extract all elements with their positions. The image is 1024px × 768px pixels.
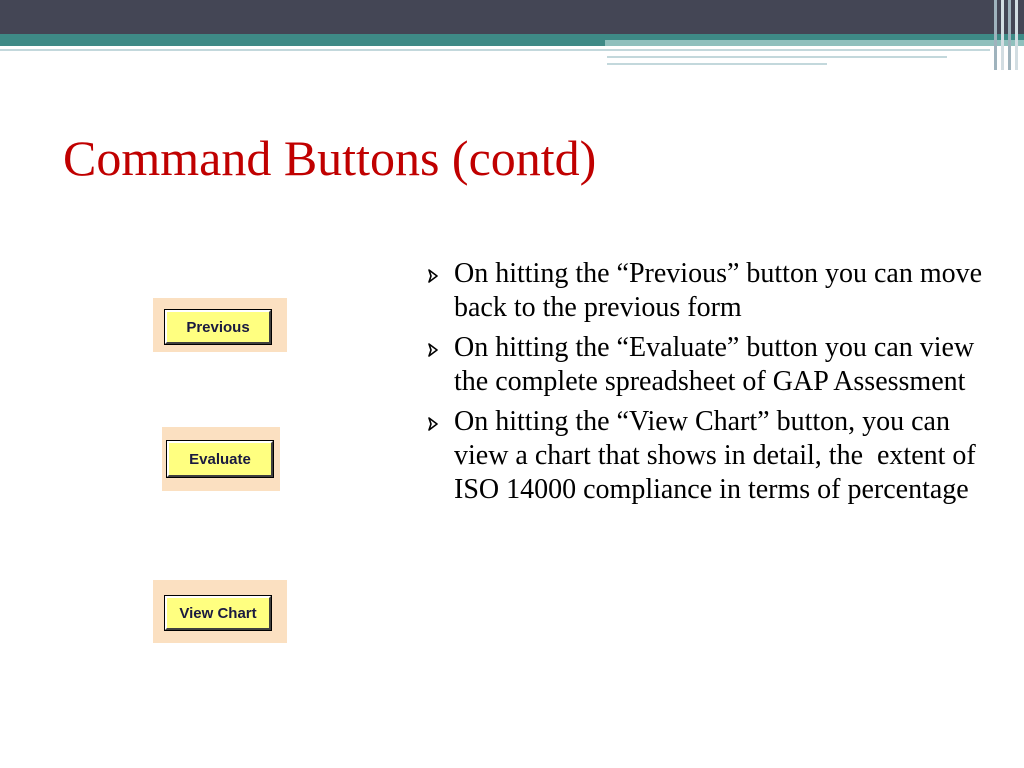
header-bar [1008, 0, 1011, 70]
bullet-text: On hitting the “View Chart” button, you can view a chart that shows in detail, the extent of ISO 14000 compliance in terms of percentage [454, 406, 983, 505]
header-teal-highlight [605, 40, 1024, 46]
slide-title: Command Buttons (contd) [63, 130, 597, 186]
list-item [424, 331, 984, 399]
bullet-list [424, 257, 990, 513]
evaluate-button-frame [162, 427, 280, 491]
header-bar [1001, 0, 1004, 70]
header-bar [994, 0, 997, 70]
header-accent-line [607, 56, 947, 58]
evaluate-button[interactable]: Evaluate [167, 441, 273, 477]
header-bar [1015, 0, 1018, 70]
header-accent-line [0, 49, 990, 51]
list-item [424, 257, 990, 325]
header-right-bars [990, 0, 1024, 70]
bullet-text: On hitting the “Previous” button you can move back to the previous form [454, 258, 990, 323]
view-chart-button-frame [153, 580, 287, 643]
list-item [424, 405, 984, 507]
arrow-bullet-icon [426, 343, 440, 357]
bullet-text: On hitting the “Evaluate” button you can view the complete spreadsheet of GAP Assessment [454, 332, 982, 397]
arrow-bullet-icon [426, 417, 440, 431]
view-chart-button[interactable]: View Chart [165, 596, 271, 630]
arrow-bullet-icon [426, 269, 440, 283]
previous-button[interactable]: Previous [165, 310, 271, 344]
header-accent-line [607, 63, 827, 65]
header-dark-band [0, 0, 1024, 34]
previous-button-frame [153, 298, 287, 352]
